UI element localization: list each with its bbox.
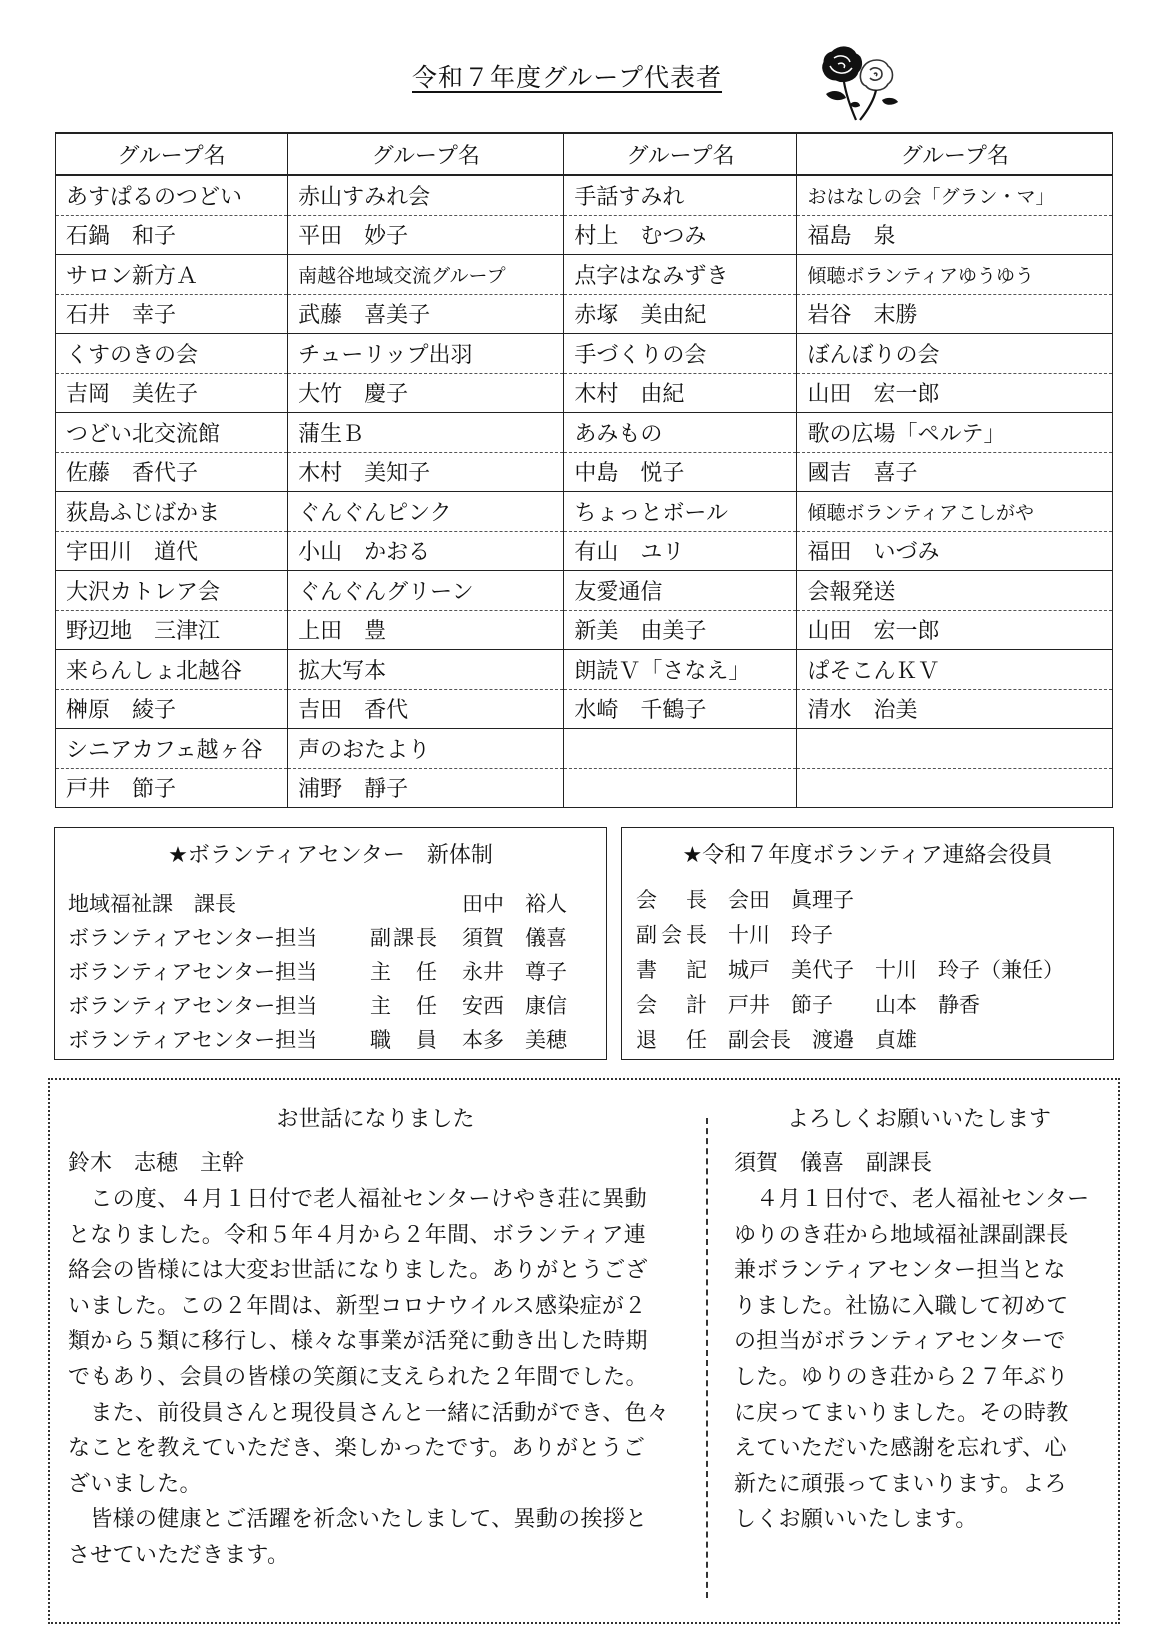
group-name-cell: 傾聴ボランティアこしがや — [797, 492, 1113, 532]
representative-cell: 浦野 靜子 — [288, 768, 564, 808]
group-name-cell: 手話すみれ — [564, 175, 797, 215]
farewell-heading: お世話になりました — [276, 1107, 475, 1132]
group-name-row — [56, 650, 1113, 690]
greeting-heading: よろしくお願いいたします — [786, 1107, 1051, 1132]
message-line: ざいました。 — [68, 1471, 202, 1497]
representative-cell: 戸井 節子 — [56, 768, 288, 808]
staff-position — [370, 887, 462, 921]
group-name-cell — [797, 729, 1113, 769]
representative-cell: 吉田 香代 — [288, 689, 564, 729]
officers-title: ★令和７年度ボランティア連絡会役員 — [682, 843, 1053, 868]
message-line: 新たに頑張ってまいります。よろ — [734, 1471, 1067, 1497]
representative-cell: 新美 由美子 — [564, 610, 797, 650]
group-name-cell: 赤山すみれ会 — [288, 175, 564, 215]
message-line: また、前役員さんと現役員さんと一緒に活動ができ、色々 — [68, 1400, 670, 1426]
divider — [706, 1118, 708, 1598]
staff-name: 本多 美穂 — [462, 1028, 567, 1052]
representative-row — [56, 215, 1113, 255]
column-header: グループ名 — [288, 133, 564, 175]
representative-cell — [797, 768, 1113, 808]
staff-row — [68, 955, 606, 989]
group-name-cell: くすのきの会 — [56, 334, 288, 374]
group-name-cell: 声のおたより — [288, 729, 564, 769]
representative-cell: 石井 幸子 — [56, 294, 288, 334]
farewell-name: 鈴木 志穂 主幹 — [68, 1151, 245, 1176]
staff-row — [68, 989, 606, 1023]
group-name-cell: おはなしの会「グラン・マ」 — [797, 175, 1113, 215]
staff-position: 主 任 — [370, 994, 439, 1018]
group-name-cell: 点字はなみずき — [564, 255, 797, 295]
volunteer-center-box — [54, 827, 607, 1060]
officer-names: 会田 眞理子 — [728, 888, 854, 912]
representative-row — [56, 768, 1113, 808]
column-header: グループ名 — [56, 133, 288, 175]
page-title: 令和７年度グループ代表者 — [412, 63, 723, 92]
staff-name: 永井 尊子 — [462, 960, 567, 984]
group-name-cell: 南越谷地域交流グループ — [288, 255, 564, 295]
representative-cell — [564, 768, 797, 808]
message-line: 絡会の皆様には大変お世話になりました。ありがとうござ — [68, 1258, 648, 1284]
officer-row — [636, 1023, 1113, 1058]
group-name-cell: 会報発送 — [797, 571, 1113, 611]
group-name-cell: 手づくりの会 — [564, 334, 797, 374]
representative-row — [56, 531, 1113, 571]
representative-cell: 野辺地 三津江 — [56, 610, 288, 650]
staff-row — [68, 921, 606, 955]
message-line: ４月１日付で、老人福祉センター — [734, 1187, 1090, 1212]
message-line: ゆりのき荘から地域福祉課副課長 — [734, 1222, 1069, 1248]
message-line: この度、４月１日付で老人福祉センターけやき荘に異動 — [68, 1187, 647, 1212]
message-line: させていただきます。 — [68, 1542, 290, 1568]
message-line: した。ゆりのき荘から２７年ぶり — [734, 1364, 1069, 1390]
group-representatives-table — [55, 132, 1113, 808]
representative-cell: 赤塚 美由紀 — [564, 294, 797, 334]
group-name-cell: チューリップ出羽 — [288, 334, 564, 374]
staff-row — [68, 887, 606, 921]
group-name-row — [56, 413, 1113, 453]
staff-name: 安西 康信 — [462, 994, 567, 1018]
column-header: グループ名 — [564, 133, 797, 175]
officer-names: 副会長 渡邉 貞雄 — [728, 1028, 917, 1052]
group-name-cell: ぐんぐんグリーン — [288, 571, 564, 611]
group-name-cell: ぐんぐんピンク — [288, 492, 564, 532]
representative-cell: 平田 妙子 — [288, 215, 564, 255]
representative-row — [56, 452, 1113, 492]
officer-row — [636, 988, 1113, 1023]
representative-cell: 國吉 喜子 — [797, 452, 1113, 492]
representative-cell: 吉岡 美佐子 — [56, 373, 288, 413]
officer-names: 十川 玲子 — [728, 923, 833, 947]
group-name-cell: サロン新方Ａ — [56, 255, 288, 295]
message-line: 類から５類に移行し、様々な事業が活発に動き出した時期 — [68, 1329, 648, 1355]
messages-panel — [48, 1078, 1120, 1624]
representative-cell: 山田 宏一郎 — [797, 373, 1113, 413]
group-name-cell: 来らんしょ北越谷 — [56, 650, 288, 690]
representative-cell: 石鍋 和子 — [56, 215, 288, 255]
representative-cell: 中島 悦子 — [564, 452, 797, 492]
staff-department: ボランティアセンター担当 — [68, 994, 318, 1018]
farewell-message — [68, 1102, 683, 1574]
officer-row — [636, 953, 1113, 988]
group-name-cell: 蒲生Ｂ — [288, 413, 564, 453]
representative-cell: 有山 ユリ — [564, 531, 797, 571]
group-name-row — [56, 571, 1113, 611]
greeting-name: 須賀 儀喜 副課長 — [734, 1151, 933, 1176]
message-line: なことを教えていただき、楽しかったです。ありがとうご — [68, 1436, 646, 1462]
staff-department: ボランティアセンター担当 — [68, 960, 318, 984]
group-name-cell: あみもの — [564, 413, 797, 453]
representative-cell: 榊原 綾子 — [56, 689, 288, 729]
officer-row — [636, 883, 1113, 918]
message-line: いました。この２年間は、新型コロナウイルス感染症が２ — [68, 1293, 647, 1319]
group-name-cell: 友愛通信 — [564, 571, 797, 611]
message-line: 兼ボランティアセンター担当とな — [734, 1258, 1066, 1284]
representative-cell: 水崎 千鶴子 — [564, 689, 797, 729]
representative-cell: 佐藤 香代子 — [56, 452, 288, 492]
group-name-cell: シニアカフェ越ヶ谷 — [56, 729, 288, 769]
officer-role: 会 長 — [636, 888, 711, 912]
message-line: りました。社協に入職して初めて — [734, 1293, 1069, 1319]
officers-box — [621, 827, 1114, 1060]
column-header: グループ名 — [797, 133, 1113, 175]
representative-cell: 上田 豊 — [288, 610, 564, 650]
staff-department: ボランティアセンター担当 — [68, 926, 318, 950]
message-line: でもあり、会員の皆様の笑顔に支えられた２年間でした。 — [68, 1364, 648, 1390]
message-line: となりました。令和５年４月から２年間、ボランティア連 — [68, 1222, 647, 1248]
representative-cell: 岩谷 末勝 — [797, 294, 1113, 334]
rose-icon — [812, 44, 902, 124]
group-name-cell: ちょっとボール — [564, 492, 797, 532]
officer-names: 城戸 美代子 十川 玲子（兼任） — [728, 958, 1064, 982]
group-name-cell: あすぱるのつどい — [56, 175, 288, 215]
message-line: えていただいた感謝を忘れず、心 — [734, 1436, 1067, 1462]
officer-role: 書 記 — [636, 958, 711, 982]
staff-department: 地域福祉課 課長 — [68, 892, 236, 916]
staff-name: 田中 裕人 — [462, 892, 567, 916]
group-name-cell — [564, 729, 797, 769]
greeting-message — [734, 1102, 1104, 1538]
group-name-cell: 歌の広場「ペルテ」 — [797, 413, 1113, 453]
group-name-row — [56, 175, 1113, 215]
representative-row — [56, 689, 1113, 729]
staff-department: ボランティアセンター担当 — [68, 1028, 318, 1052]
representative-row — [56, 373, 1113, 413]
representative-cell: 木村 美知子 — [288, 452, 564, 492]
representative-row — [56, 294, 1113, 334]
group-name-row — [56, 729, 1113, 769]
group-name-cell: ぼんぼりの会 — [797, 334, 1113, 374]
staff-row — [68, 1023, 606, 1057]
representative-cell: 大竹 慶子 — [288, 373, 564, 413]
group-name-cell: ぱそこんＫＶ — [797, 650, 1113, 690]
staff-name: 須賀 儀喜 — [462, 926, 567, 950]
representative-cell: 宇田川 道代 — [56, 531, 288, 571]
officer-role: 退 任 — [636, 1028, 711, 1052]
volunteer-center-title: ★ボランティアセンター 新体制 — [168, 843, 493, 868]
group-name-cell: 拡大写本 — [288, 650, 564, 690]
representative-cell: 武藤 喜美子 — [288, 294, 564, 334]
group-name-row — [56, 492, 1113, 532]
officer-role: 会 計 — [636, 993, 711, 1017]
representative-cell: 村上 むつみ — [564, 215, 797, 255]
message-line: しくお願いいたします。 — [734, 1507, 978, 1533]
group-name-row — [56, 255, 1113, 295]
representative-cell: 清水 治美 — [797, 689, 1113, 729]
representative-cell: 福島 泉 — [797, 215, 1113, 255]
staff-position: 職 員 — [370, 1028, 439, 1052]
group-name-cell: 傾聴ボランティアゆうゆう — [797, 255, 1113, 295]
message-line: の担当がボランティアセンターで — [734, 1329, 1066, 1355]
group-name-cell: 朗読Ｖ「さなえ」 — [564, 650, 797, 690]
representative-cell: 小山 かおる — [288, 531, 564, 571]
message-line: 皆様の健康とご活躍を祈念いたしまして、異動の挨拶と — [68, 1507, 648, 1533]
officer-role: 副会長 — [636, 923, 711, 947]
group-name-row — [56, 334, 1113, 374]
representative-cell: 山田 宏一郎 — [797, 610, 1113, 650]
staff-position: 副課長 — [370, 926, 439, 950]
representative-cell: 木村 由紀 — [564, 373, 797, 413]
representative-cell: 福田 いづみ — [797, 531, 1113, 571]
officer-names: 戸井 節子 山本 静香 — [728, 993, 980, 1017]
message-line: に戻ってまいりました。その時教 — [734, 1400, 1069, 1426]
representative-row — [56, 610, 1113, 650]
group-name-cell: つどい北交流館 — [56, 413, 288, 453]
staff-position: 主 任 — [370, 960, 439, 984]
officer-row — [636, 918, 1113, 953]
group-name-cell: 荻島ふじばかま — [56, 492, 288, 532]
group-name-cell: 大沢カトレア会 — [56, 571, 288, 611]
